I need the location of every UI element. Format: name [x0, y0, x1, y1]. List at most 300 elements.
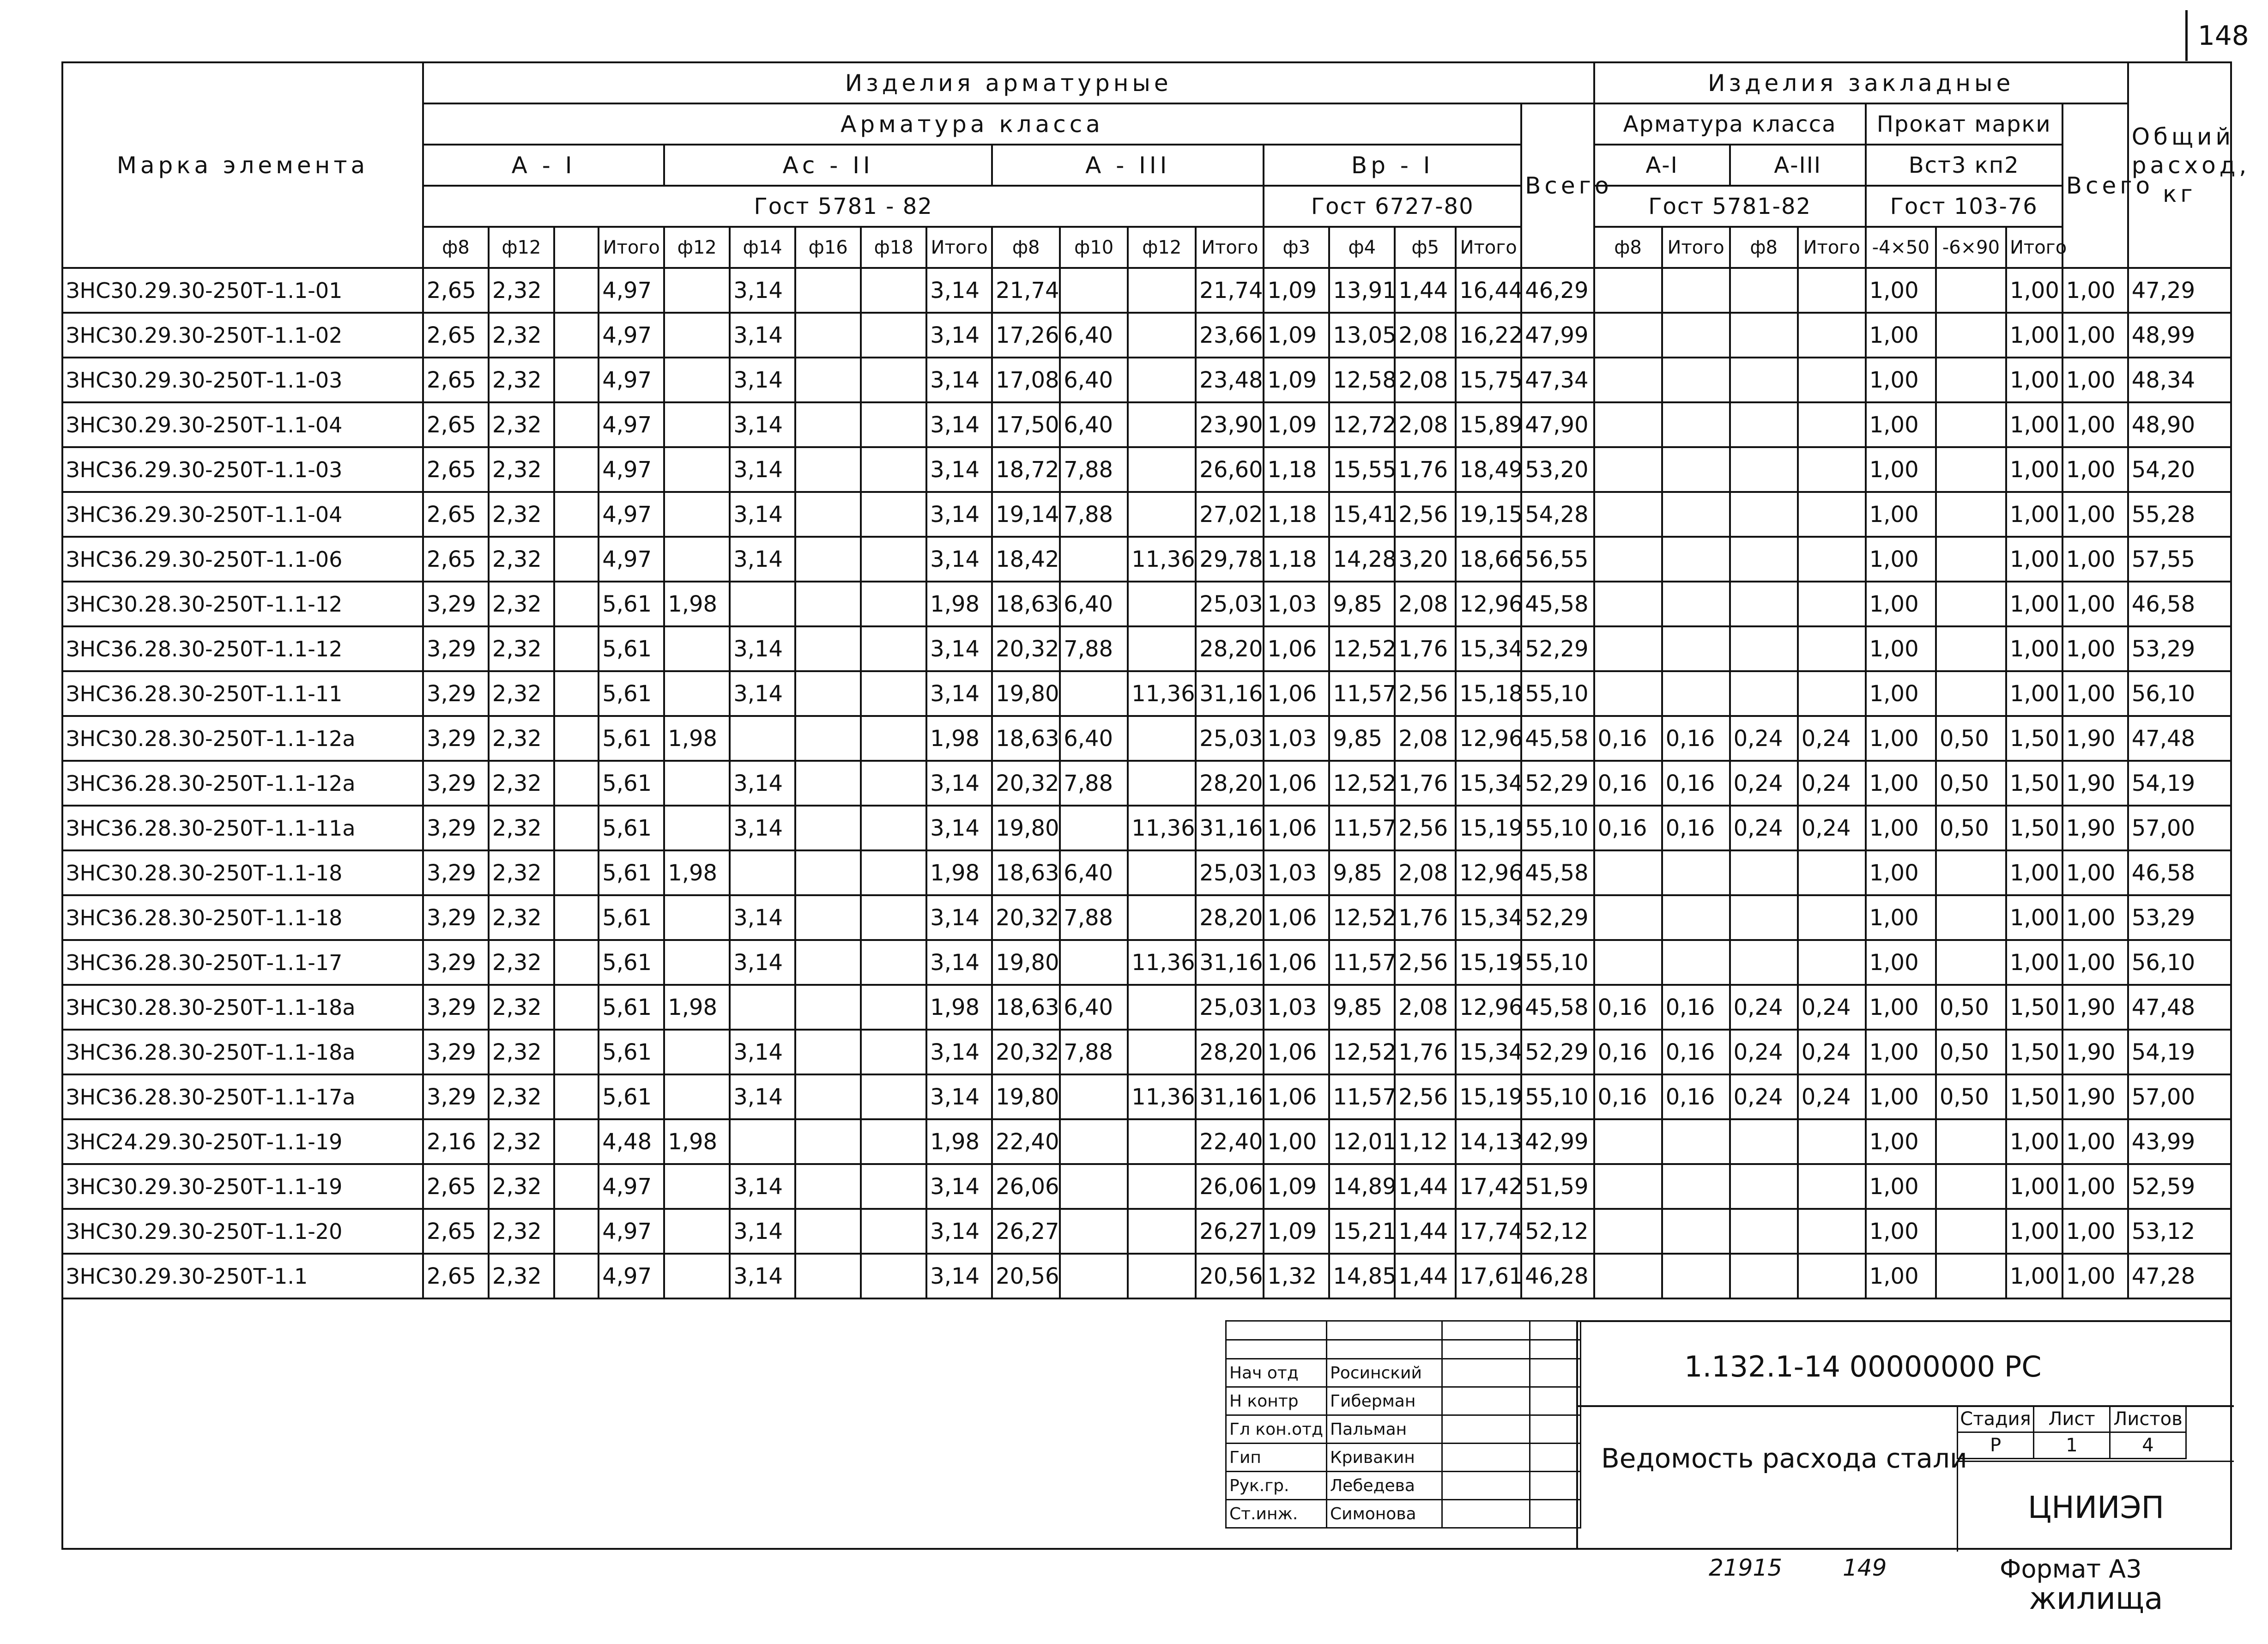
value-cell: 1,50	[2006, 1030, 2062, 1074]
value-cell: 0,16	[1662, 761, 1730, 806]
column-header: ф8	[1594, 227, 1662, 268]
value-cell: 0,16	[1594, 806, 1662, 850]
value-cell: 17,42	[1456, 1164, 1521, 1209]
value-cell: 45,58	[1521, 582, 1594, 626]
value-cell: 3,14	[926, 1074, 992, 1119]
column-header: Итого	[926, 227, 992, 268]
value-cell: 1,90	[2062, 1074, 2128, 1119]
value-cell: 12,96	[1456, 582, 1521, 626]
value-cell: 15,34	[1456, 1030, 1521, 1074]
value-cell: 1,90	[2062, 985, 2128, 1030]
value-cell: 3,14	[926, 806, 992, 850]
value-cell: 1,00	[1866, 1074, 1936, 1119]
value-cell: 21,74	[992, 268, 1060, 313]
value-cell: 1,00	[1866, 626, 1936, 671]
value-cell: 1,00	[1866, 985, 1936, 1030]
value-cell	[795, 447, 861, 492]
value-cell: 0,16	[1594, 1074, 1662, 1119]
value-cell: 31,16	[1196, 1074, 1264, 1119]
value-cell: 11,36	[1128, 806, 1196, 850]
value-cell: 1,06	[1264, 806, 1329, 850]
value-cell: 3,29	[423, 1030, 489, 1074]
value-cell: 1,00	[2062, 268, 2128, 313]
value-cell: 17,74	[1456, 1209, 1521, 1254]
value-cell	[1730, 537, 1798, 582]
value-cell: 23,48	[1196, 358, 1264, 402]
value-cell	[1128, 895, 1196, 940]
value-cell	[1060, 1119, 1128, 1164]
value-cell	[1594, 850, 1662, 895]
value-cell: 3,29	[423, 671, 489, 716]
value-cell	[861, 1119, 926, 1164]
value-cell	[861, 626, 926, 671]
gost-5781-emb-header: Гост 5781-82	[1594, 186, 1866, 227]
value-cell: 1,09	[1264, 268, 1329, 313]
value-cell	[1128, 761, 1196, 806]
value-cell	[664, 1164, 730, 1209]
table-row	[62, 940, 2231, 985]
value-cell: 45,58	[1521, 716, 1594, 761]
value-cell: 1,00	[1866, 1164, 1936, 1209]
value-cell: 19,80	[992, 1074, 1060, 1119]
value-cell	[1798, 671, 1866, 716]
value-cell: 3,14	[730, 447, 795, 492]
value-cell: 2,65	[423, 313, 489, 358]
value-cell	[1730, 850, 1798, 895]
value-cell	[795, 582, 861, 626]
signature-date	[1530, 1359, 1581, 1387]
value-cell: 0,16	[1594, 985, 1662, 1030]
value-cell: 15,34	[1456, 761, 1521, 806]
value-cell: 6,40	[1060, 850, 1128, 895]
table-row	[62, 671, 2231, 716]
value-cell: 1,98	[664, 985, 730, 1030]
value-cell: 3,14	[926, 537, 992, 582]
signature-date	[1530, 1387, 1581, 1415]
value-cell: 13,05	[1329, 313, 1395, 358]
value-cell	[1594, 268, 1662, 313]
signature-name: Кривакин	[1327, 1444, 1442, 1472]
value-cell	[1060, 1074, 1128, 1119]
value-cell: 7,88	[1060, 761, 1128, 806]
value-cell	[795, 940, 861, 985]
column-header: Итого	[1798, 227, 1866, 268]
value-cell: 3,14	[730, 402, 795, 447]
value-cell: 1,00	[2062, 1119, 2128, 1164]
column-header: ф8	[992, 227, 1060, 268]
value-cell: 3,29	[423, 895, 489, 940]
value-cell: 0,24	[1798, 806, 1866, 850]
value-cell: 2,32	[489, 761, 554, 806]
value-cell: 12,52	[1329, 1030, 1395, 1074]
value-cell: 3,14	[730, 1074, 795, 1119]
value-cell	[1128, 1209, 1196, 1254]
signature-name: Гиберман	[1327, 1387, 1442, 1415]
value-cell: 20,32	[992, 626, 1060, 671]
value-cell	[1730, 492, 1798, 537]
value-cell: 12,72	[1329, 402, 1395, 447]
signature-row	[1226, 1387, 1581, 1415]
value-cell	[554, 1074, 599, 1119]
value-cell	[1730, 402, 1798, 447]
value-cell: 1,00	[1866, 537, 1936, 582]
value-cell: 1,98	[664, 716, 730, 761]
value-cell	[1936, 358, 2006, 402]
value-cell: 26,06	[992, 1164, 1060, 1209]
value-cell: 1,06	[1264, 1030, 1329, 1074]
value-cell: 14,85	[1329, 1254, 1395, 1298]
value-cell	[664, 626, 730, 671]
element-mark-cell: ЗНС36.28.30-250Т-1.1-17	[62, 940, 423, 985]
value-cell: 52,59	[2128, 1164, 2231, 1209]
value-cell: 3,14	[730, 268, 795, 313]
value-cell: 55,10	[1521, 940, 1594, 985]
value-cell	[1936, 268, 2006, 313]
signature-role: Рук.гр.	[1226, 1472, 1327, 1500]
stage-value: Р	[1958, 1432, 2034, 1459]
value-cell: 1,00	[2006, 268, 2062, 313]
value-cell: 53,20	[1521, 447, 1594, 492]
value-cell: 46,58	[2128, 582, 2231, 626]
value-cell: 1,18	[1264, 447, 1329, 492]
value-cell: 2,56	[1395, 671, 1456, 716]
value-cell	[554, 268, 599, 313]
value-cell: 0,24	[1730, 1030, 1798, 1074]
value-cell: 25,03	[1196, 582, 1264, 626]
value-cell	[1936, 447, 2006, 492]
value-cell	[554, 1209, 599, 1254]
value-cell: 1,50	[2006, 985, 2062, 1030]
value-cell	[1594, 358, 1662, 402]
value-cell: 3,14	[926, 895, 992, 940]
element-mark-cell: ЗНС30.29.30-250Т-1.1-03	[62, 358, 423, 402]
value-cell: 27,02	[1196, 492, 1264, 537]
signature-mark	[1442, 1359, 1530, 1387]
value-cell	[554, 447, 599, 492]
value-cell: 19,80	[992, 940, 1060, 985]
value-cell: 0,24	[1730, 761, 1798, 806]
value-cell	[1662, 671, 1730, 716]
value-cell: 3,29	[423, 806, 489, 850]
value-cell: 57,55	[2128, 537, 2231, 582]
value-cell: 1,12	[1395, 1119, 1456, 1164]
value-cell	[861, 716, 926, 761]
value-cell: 11,36	[1128, 1074, 1196, 1119]
value-cell: 1,90	[2062, 761, 2128, 806]
value-cell: 3,14	[926, 447, 992, 492]
value-cell	[861, 582, 926, 626]
value-cell: 0,24	[1798, 1074, 1866, 1119]
value-cell	[1798, 1119, 1866, 1164]
element-mark-cell: ЗНС24.29.30-250Т-1.1-19	[62, 1119, 423, 1164]
value-cell: 46,28	[1521, 1254, 1594, 1298]
value-cell: 29,78	[1196, 537, 1264, 582]
value-cell: 31,16	[1196, 671, 1264, 716]
gost-6727-header: Гост 6727-80	[1264, 186, 1521, 227]
value-cell	[554, 985, 599, 1030]
value-cell: 4,97	[599, 313, 664, 358]
value-cell: 3,14	[730, 1164, 795, 1209]
value-cell: 15,18	[1456, 671, 1521, 716]
value-cell	[1936, 537, 2006, 582]
value-cell: 54,28	[1521, 492, 1594, 537]
value-cell: 1,00	[1866, 671, 1936, 716]
class-a1-header: А - I	[423, 145, 664, 186]
value-cell: 2,56	[1395, 940, 1456, 985]
value-cell	[664, 358, 730, 402]
value-cell: 28,20	[1196, 895, 1264, 940]
value-cell	[1594, 671, 1662, 716]
value-cell	[1128, 850, 1196, 895]
value-cell: 20,32	[992, 895, 1060, 940]
value-cell	[1662, 1119, 1730, 1164]
element-mark-cell: ЗНС30.28.30-250Т-1.1-18	[62, 850, 423, 895]
value-cell	[1798, 940, 1866, 985]
value-cell: 1,00	[1866, 492, 1936, 537]
value-cell	[1798, 1164, 1866, 1209]
value-cell: 0,24	[1730, 806, 1798, 850]
value-cell	[795, 716, 861, 761]
grand-total-header: Общий расход, кг	[2128, 62, 2231, 268]
value-cell	[1060, 940, 1128, 985]
element-mark-cell: ЗНС36.29.30-250Т-1.1-04	[62, 492, 423, 537]
value-cell: 3,14	[730, 671, 795, 716]
value-cell: 2,65	[423, 537, 489, 582]
rebar-products-header: Изделия арматурные	[423, 62, 1594, 103]
value-cell	[861, 761, 926, 806]
signature-blank-cell	[1530, 1321, 1581, 1340]
column-header: ф16	[795, 227, 861, 268]
document-title: Ведомость расхода стали	[1601, 1443, 1967, 1474]
value-cell: 2,32	[489, 940, 554, 985]
value-cell	[1936, 626, 2006, 671]
value-cell: 3,14	[730, 626, 795, 671]
signature-mark	[1442, 1444, 1530, 1472]
value-cell: 12,52	[1329, 895, 1395, 940]
value-cell	[795, 402, 861, 447]
value-cell	[1594, 1164, 1662, 1209]
value-cell	[1936, 895, 2006, 940]
value-cell: 53,29	[2128, 895, 2231, 940]
value-cell	[664, 940, 730, 985]
value-cell: 1,50	[2006, 1074, 2062, 1119]
value-cell	[1936, 402, 2006, 447]
value-cell	[1128, 626, 1196, 671]
column-header	[554, 227, 599, 268]
column-header: ф14	[730, 227, 795, 268]
value-cell: 14,28	[1329, 537, 1395, 582]
column-header: Итого	[1456, 227, 1521, 268]
value-cell	[1936, 492, 2006, 537]
value-cell: 1,00	[2006, 358, 2062, 402]
element-mark-cell: ЗНС36.29.30-250Т-1.1-03	[62, 447, 423, 492]
value-cell	[795, 537, 861, 582]
value-cell: 12,52	[1329, 626, 1395, 671]
value-cell: 9,85	[1329, 985, 1395, 1030]
value-cell: 5,61	[599, 626, 664, 671]
value-cell	[1128, 402, 1196, 447]
value-cell: 48,90	[2128, 402, 2231, 447]
value-cell: 1,50	[2006, 716, 2062, 761]
value-cell: 18,42	[992, 537, 1060, 582]
value-cell: 12,96	[1456, 985, 1521, 1030]
element-mark-cell: ЗНС36.28.30-250Т-1.1-18а	[62, 1030, 423, 1074]
value-cell: 2,32	[489, 895, 554, 940]
value-cell	[1060, 1164, 1128, 1209]
value-cell: 12,96	[1456, 850, 1521, 895]
value-cell: 0,50	[1936, 985, 2006, 1030]
value-cell: 2,32	[489, 1254, 554, 1298]
value-cell: 0,50	[1936, 1030, 2006, 1074]
element-mark-cell: ЗНС36.28.30-250Т-1.1-18	[62, 895, 423, 940]
value-cell: 1,00	[2062, 447, 2128, 492]
table-row	[62, 1074, 2231, 1119]
value-cell: 1,50	[2006, 806, 2062, 850]
value-cell: 5,61	[599, 1030, 664, 1074]
value-cell: 2,32	[489, 850, 554, 895]
value-cell	[861, 492, 926, 537]
value-cell: 3,14	[926, 1164, 992, 1209]
value-cell	[861, 806, 926, 850]
value-cell: 1,00	[1264, 1119, 1329, 1164]
value-cell	[1798, 492, 1866, 537]
value-cell: 1,00	[2062, 850, 2128, 895]
value-cell: 53,12	[2128, 1209, 2231, 1254]
value-cell: 12,01	[1329, 1119, 1395, 1164]
value-cell: 2,65	[423, 358, 489, 402]
value-cell: 0,16	[1662, 806, 1730, 850]
table-row	[62, 537, 2231, 582]
value-cell	[664, 1030, 730, 1074]
value-cell: 56,10	[2128, 671, 2231, 716]
value-cell	[664, 895, 730, 940]
rebar-class-header: Арматура класса	[423, 103, 1521, 145]
value-cell: 2,65	[423, 1254, 489, 1298]
value-cell: 2,32	[489, 492, 554, 537]
value-cell: 1,00	[2006, 537, 2062, 582]
value-cell: 5,61	[599, 850, 664, 895]
value-cell: 0,16	[1662, 716, 1730, 761]
value-cell: 1,00	[2062, 313, 2128, 358]
value-cell: 18,49	[1456, 447, 1521, 492]
value-cell	[1798, 626, 1866, 671]
value-cell: 4,48	[599, 1119, 664, 1164]
value-cell: 2,08	[1395, 716, 1456, 761]
value-cell	[1128, 1030, 1196, 1074]
element-mark-cell: ЗНС30.29.30-250Т-1.1-02	[62, 313, 423, 358]
value-cell	[1594, 626, 1662, 671]
value-cell: 11,36	[1128, 537, 1196, 582]
value-cell: 55,10	[1521, 671, 1594, 716]
value-cell: 0,16	[1594, 1030, 1662, 1074]
value-cell	[1936, 1119, 2006, 1164]
signature-block	[1225, 1320, 1581, 1529]
value-cell	[795, 268, 861, 313]
value-cell: 1,00	[2062, 895, 2128, 940]
value-cell: 47,99	[1521, 313, 1594, 358]
value-cell: 1,44	[1395, 1209, 1456, 1254]
value-cell: 2,32	[489, 1209, 554, 1254]
value-cell: 7,88	[1060, 626, 1128, 671]
value-cell: 2,65	[423, 447, 489, 492]
value-cell: 4,97	[599, 402, 664, 447]
value-cell: 1,00	[1866, 402, 1936, 447]
column-header: ф5	[1395, 227, 1456, 268]
value-cell: 54,20	[2128, 447, 2231, 492]
value-cell: 54,19	[2128, 761, 2231, 806]
value-cell: 1,98	[926, 985, 992, 1030]
value-cell: 1,18	[1264, 492, 1329, 537]
value-cell: 6,40	[1060, 582, 1128, 626]
value-cell	[1798, 850, 1866, 895]
value-cell: 11,57	[1329, 940, 1395, 985]
value-cell: 2,56	[1395, 1074, 1456, 1119]
rolled-grade-header: Прокат марки	[1866, 103, 2062, 145]
value-cell	[1798, 537, 1866, 582]
value-cell: 14,13	[1456, 1119, 1521, 1164]
table-row	[62, 626, 2231, 671]
value-cell	[554, 582, 599, 626]
inventory-number: 21915	[1709, 1554, 1783, 1581]
signature-date	[1530, 1500, 1581, 1528]
value-cell	[1128, 582, 1196, 626]
value-cell: 2,56	[1395, 492, 1456, 537]
stage-label: Стадия	[1958, 1406, 2034, 1432]
value-cell: 2,32	[489, 671, 554, 716]
value-cell: 2,08	[1395, 985, 1456, 1030]
value-cell	[1060, 268, 1128, 313]
value-cell: 1,03	[1264, 985, 1329, 1030]
value-cell	[795, 895, 861, 940]
value-cell	[795, 806, 861, 850]
value-cell: 0,24	[1798, 985, 1866, 1030]
sheets-value: 4	[2110, 1432, 2186, 1459]
value-cell	[1662, 626, 1730, 671]
value-cell	[1730, 1209, 1798, 1254]
signature-date	[1530, 1472, 1581, 1500]
signature-blank-cell	[1442, 1340, 1530, 1359]
value-cell	[795, 626, 861, 671]
table-row	[62, 582, 2231, 626]
value-cell: 15,55	[1329, 447, 1395, 492]
sheets-label: Листов	[2110, 1406, 2186, 1432]
value-cell	[1936, 582, 2006, 626]
value-cell	[554, 761, 599, 806]
value-cell	[1936, 850, 2006, 895]
value-cell: 26,27	[1196, 1209, 1264, 1254]
column-header: Итого	[599, 227, 664, 268]
table-row	[62, 447, 2231, 492]
value-cell: 3,14	[926, 358, 992, 402]
value-cell: 9,85	[1329, 716, 1395, 761]
value-cell: 42,99	[1521, 1119, 1594, 1164]
value-cell	[1798, 402, 1866, 447]
format-label: Формат А3	[2000, 1554, 2142, 1583]
value-cell	[861, 268, 926, 313]
value-cell: 15,75	[1456, 358, 1521, 402]
value-cell	[1662, 492, 1730, 537]
value-cell	[554, 492, 599, 537]
value-cell: 1,00	[2062, 402, 2128, 447]
value-cell: 1,98	[664, 1119, 730, 1164]
value-cell: 1,76	[1395, 1030, 1456, 1074]
value-cell	[664, 492, 730, 537]
value-cell: 3,14	[730, 806, 795, 850]
value-cell: 1,06	[1264, 626, 1329, 671]
column-header: ф10	[1060, 227, 1128, 268]
value-cell	[554, 626, 599, 671]
value-cell	[1730, 671, 1798, 716]
